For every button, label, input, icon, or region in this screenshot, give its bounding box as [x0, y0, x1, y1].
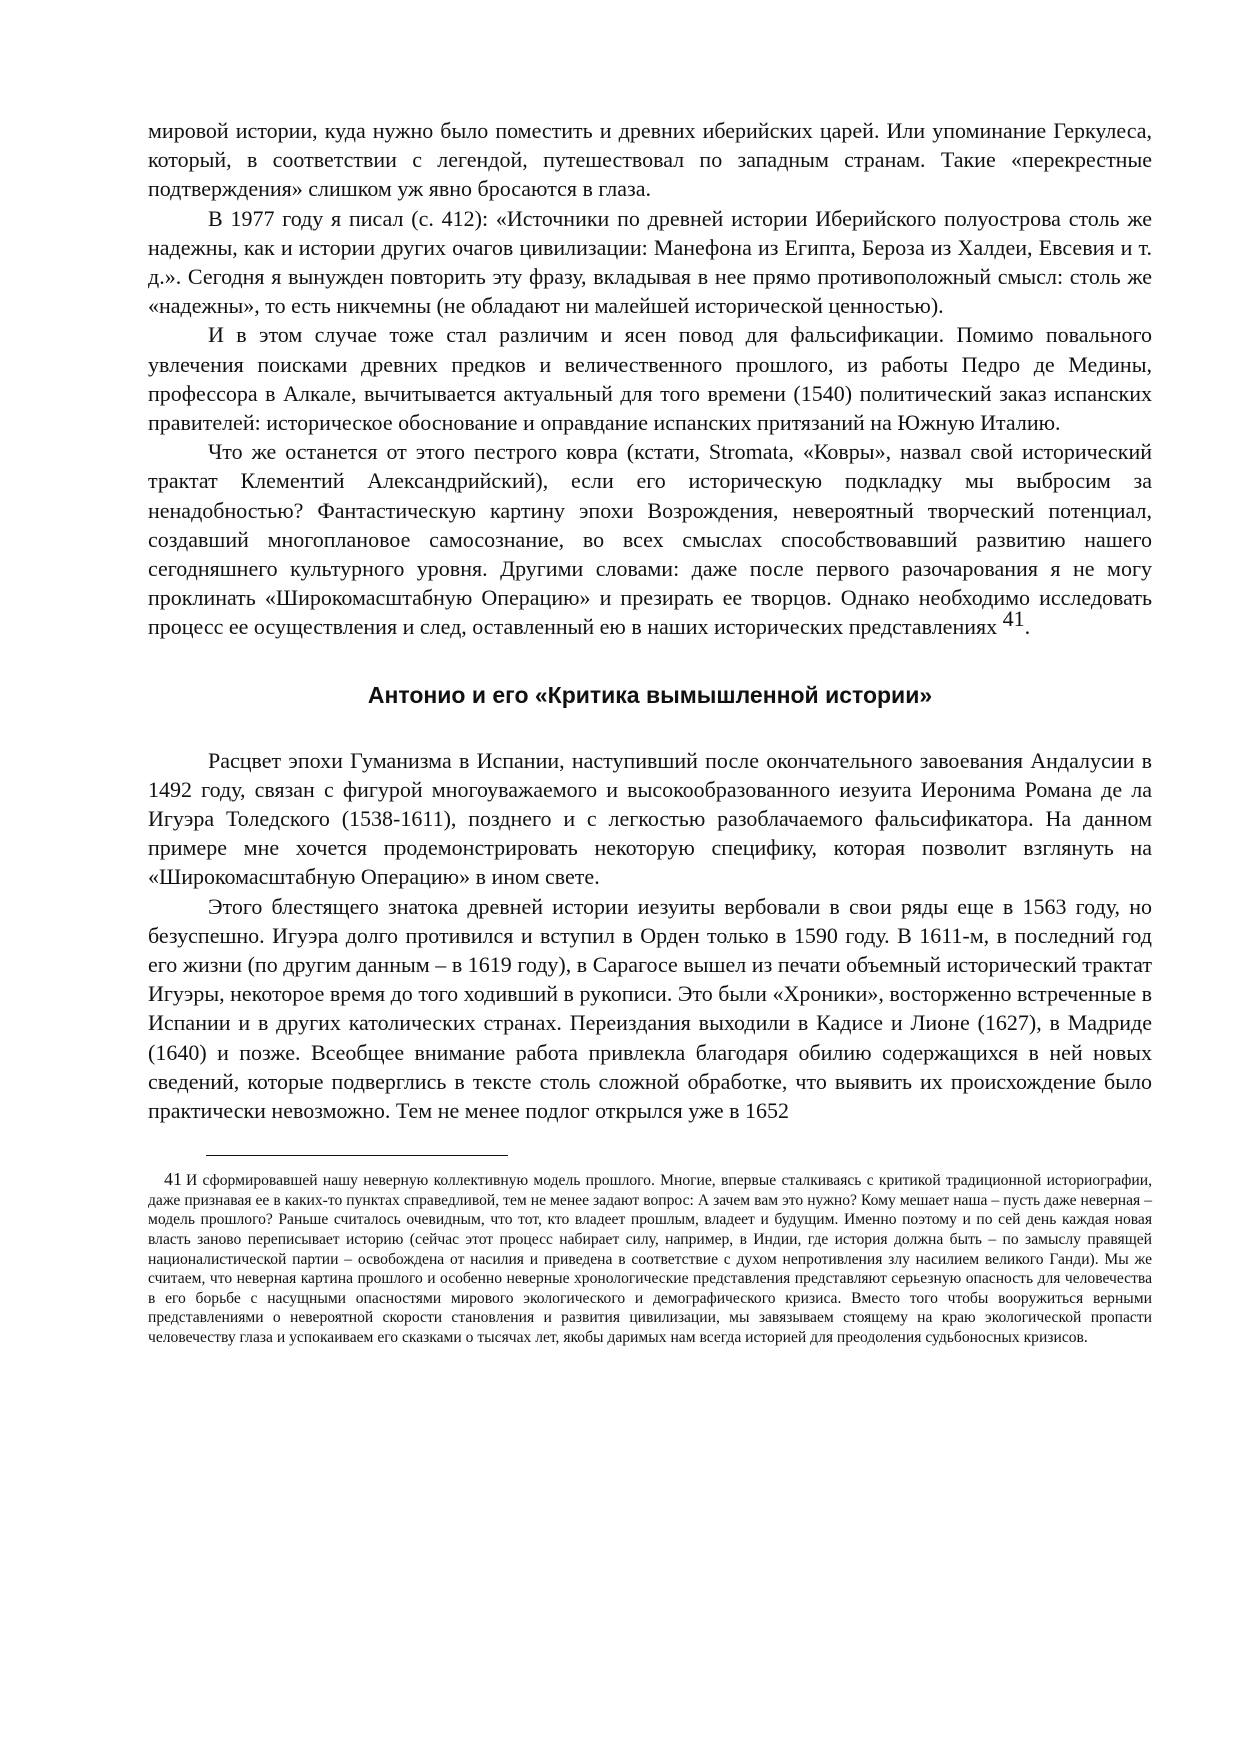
footnote-divider — [206, 1155, 508, 1156]
paragraph-humanism: Расцвет эпохи Гуманизма в Испании, наступивший после окончательного завоевания Андалусии в 1492 году, связан с фигурой многоуважаемого и высокообразованного иезуита Иеронима Романа де ла Игуэра Толедского (1538-1611), позднего и с легкостью разоблачаемого фальсификатора. На данном примере мне хочется продемонстрировать некоторую специфику, которая позволит взглянуть на «Широкомасштабную Операцию» в ином свете. — [148, 747, 1152, 890]
paragraph-end-punctuation: . — [1024, 614, 1031, 640]
body-text-bottom — [148, 746, 1152, 1126]
paragraph-stromata — [148, 437, 1152, 641]
footnote-paragraph — [148, 1170, 1152, 1347]
paragraph-jesuits: Этого блестящего знатока древней истории иезуиты вербовали в свои ряды еще в 1563 году, но безуспешно. Игуэра долго противился и вступил в Орден только в 1590 году. В 1611-м, в последний год его жизни (по другим данным – в 1619 году), в Сарагосе вышел из печати объемный исторический трактат Игуэры, некоторое время до того ходивший в рукописи. Это были «Хроники», восторженно встреченные в Испании и в других католических странах. Переиздания выходили в Кадисе и Лионе (1627), в Мадриде (1640) и позже. Всеобщее внимание работа привлекла благодаря обилию содержащихся в ней новых сведений, которые подверглись в тексте столь сложной обработке, что выявить их происхождение было практически невозможно. Тем не менее подлог открылся уже в 1652 — [148, 893, 1152, 1124]
paragraph-continuation: мировой истории, куда нужно было поместить и древних иберийских царей. Или упоминание Геркулеса, который, в соответствии с легендой, путешествовал по западным странам. Такие «перекрестные подтверждения» слишком уж явно бросаются в глаза. — [148, 118, 1152, 202]
footnote-text: И сформировавшей нашу неверную коллективную модель прошлого. Многие, впервые сталкиваясь с критикой традиционной историографии, даже признавая ее в каких-то пунктах справедливой, тем не менее задают вопрос: А зачем вам это нужно? Кому мешает наша – пусть даже неверная – модель прошлого? Раньше считалось очевидным, что тот, кто владеет прошлым, владеет и будущим. Именно поэтому и по сей день каждая новая власть заново переписывает историю (сейчас этот процесс набирает силу, например, в Индии, где история должна быть – по замыслу правящей националистической партии – освобождена от насилия и приведена в соответствие с духом непротивления злу насилием великого Ганди). Мы же считаем, что неверная картина прошлого и особенно неверные хронологические представления представляют серьезную опасность для человечества в его борьбе с насущными опасностями мирового экологического и демографического кризиса. Вместо того чтобы вооружиться верными представлениями о невероятной скорости становления и развития цивилизации, мы завязываем стоящему на краю экологической пропасти человечеству глаза и успокаиваем его сказками о тысячах лет, якобы даримых нам всегда историей для преодоления судьбоносных кризисов. — [148, 1172, 1152, 1347]
footnote-number: 41 — [164, 1169, 182, 1190]
paragraph-1977-quote: В 1977 году я писал (с. 412): «Источники по древней истории Иберийского полуострова столь же надежны, как и истории других очагов цивилизации: Манефона из Египта, Бероза из Халдеи, Евсевия и т. д.». Сегодня я вынужден повторить эту фразу, вкладывая в нее прямо противоположный смысл: столь же «надежны», то есть никчемны (не обладают ни малейшей исторической ценностью). — [148, 205, 1152, 319]
footnote-41 — [148, 1170, 1152, 1347]
footnote-reference-41[interactable]: 41 — [1002, 606, 1025, 632]
paragraph-falsification-reason: И в этом случае тоже стал различим и ясен повод для фальсификации. Помимо повального увлечения поисками древних предков и величественного прошлого, из работы Педро де Медины, профессора в Алкале, вычитывается актуальный для того времени (1540) политический заказ испанских правителей: историческое обоснование и оправдание испанских притязаний на Южную Италию. — [148, 322, 1152, 436]
paragraph-stromata-text: Что же останется от этого пестрого ковра (кстати, Stromata, «Ковры», назвал свой исторический трактат Клементий Александрийский), если его историческую подкладку мы выбросим за ненадобностью? Фантастическую картину эпохи Возрождения, невероятный творческий потенциал, создавший многоплановое самосознание, во всех смыслах способствовавший развитию нашего сегодняшнего культурного уровня. Другими словами: даже после первого разочарования я не могу проклинать «Широкомасштабную Операцию» и презирать ее творцов. Однако необходимо исследовать процесс ее осуществления и след, оставленный ею в наших исторических представлениях — [148, 439, 1152, 640]
section-heading: Антонио и его «Критика вымышленной истории» — [367, 681, 933, 708]
body-text-top — [148, 116, 1152, 642]
document-page — [148, 116, 1152, 1348]
